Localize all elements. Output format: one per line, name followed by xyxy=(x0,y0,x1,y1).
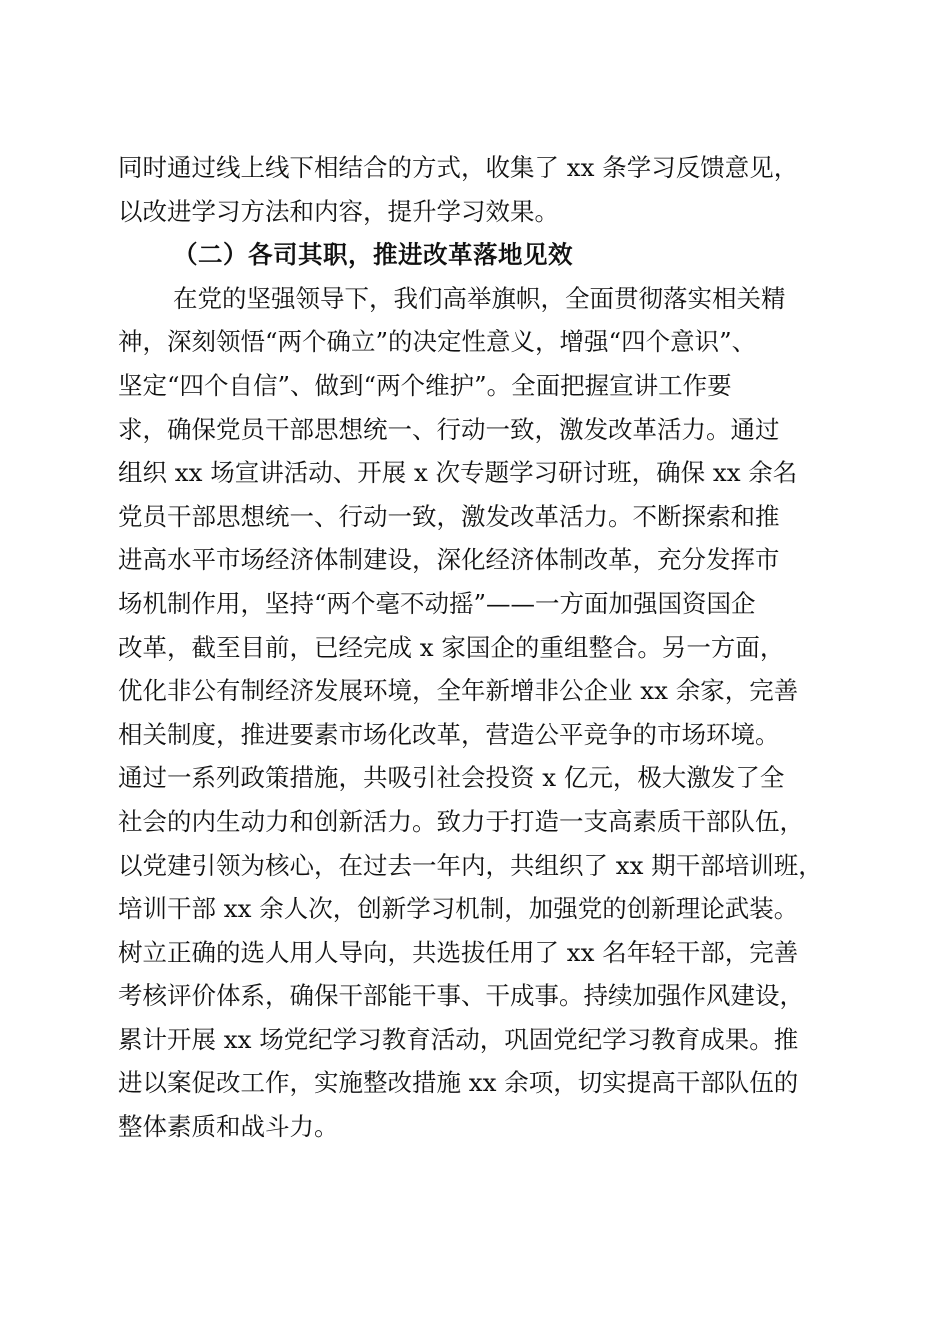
paragraph-line: 坚定“四个自信”、做到“两个维护”。全面把握宣讲工作要 xyxy=(118,370,732,400)
paragraph-line: 社会的内生动力和创新活力。致力于打造一支高素质干部队伍， xyxy=(118,806,804,836)
paragraph-line: 整体素质和战斗力。 xyxy=(118,1112,339,1142)
paragraph-line: 优化非公有制经济发展环境，全年新增非公企业 xx 余家，完善 xyxy=(118,676,799,706)
paragraph-line: 通过一系列政策措施，共吸引社会投资 x 亿元，极大激发了全 xyxy=(118,763,785,793)
paragraph-line: 以党建引领为核心，在过去一年内，共组织了 xx 期干部培训班， xyxy=(118,850,823,880)
paragraph-line: 进以案促改工作，实施整改措施 xx 余项，切实提高干部队伍的 xyxy=(118,1068,799,1098)
paragraph-line: 求，确保党员干部思想统一、行动一致，激发改革活力。通过 xyxy=(118,414,780,444)
section-heading: （二）各司其职，推进改革落地见效 xyxy=(173,240,573,270)
document-body xyxy=(118,146,838,1149)
paragraph-line: 相关制度，推进要素市场化改革，营造公平竞争的市场环境。 xyxy=(118,719,780,749)
paragraph-line: 以改进学习方法和内容，提升学习效果。 xyxy=(118,196,559,226)
paragraph-line: 同时通过线上线下相结合的方式，收集了 xx 条学习反馈意见， xyxy=(118,153,799,182)
paragraph-line: 培训干部 xx 余人次，创新学习机制，加强党的创新理论武装。 xyxy=(118,894,799,924)
paragraph-line: 神，深刻领悟“两个确立”的决定性意义，增强“四个意识”、 xyxy=(118,327,757,357)
paragraph-line: 考核评价体系，确保干部能干事、干成事。持续加强作风建设， xyxy=(118,981,804,1011)
paragraph-line: 树立正确的选人用人导向，共选拔任用了 xx 名年轻干部，完善 xyxy=(118,937,799,967)
paragraph-line: 累计开展 xx 场党纪学习教育活动，巩固党纪学习教育成果。推 xyxy=(118,1024,799,1054)
paragraph-first-line: 在党的坚强领导下，我们高举旗帜，全面贯彻落实相关精 xyxy=(173,283,786,313)
paragraph-line: 党员干部思想统一、行动一致，激发改革活力。不断探索和推 xyxy=(118,501,780,531)
paragraph-line: 进高水平市场经济体制建设，深化经济体制改革，充分发挥市 xyxy=(118,545,780,575)
paragraph-line: 组织 xx 场宣讲活动、开展 x 次专题学习研讨班，确保 xx 余名 xyxy=(118,458,798,488)
paragraph-line: 场机制作用，坚持“两个毫不动摇”——一方面加强国资国企 xyxy=(118,588,756,618)
paragraph-line: 改革，截至目前，已经完成 x 家国企的重组整合。另一方面， xyxy=(118,632,785,662)
